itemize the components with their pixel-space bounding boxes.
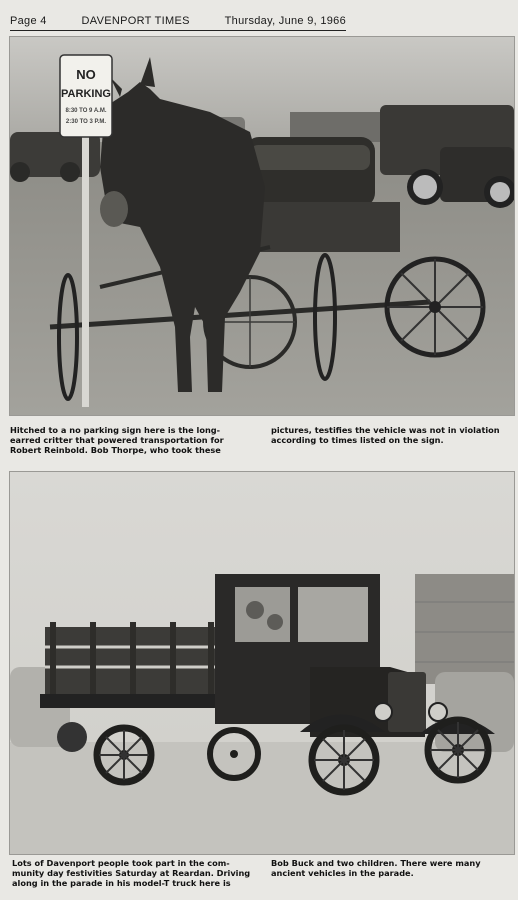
caption-1-left xyxy=(10,425,260,455)
sign-text-no: NO xyxy=(76,67,96,82)
caption-line: Lots of Davenport people took part in the com- xyxy=(12,858,230,868)
caption-line: earred critter that powered transportation for xyxy=(10,435,224,445)
caption-2-right xyxy=(271,858,517,878)
model-t-truck-photo xyxy=(9,471,515,855)
caption-line: Hitched to a no parking sign here is the long- xyxy=(10,425,221,435)
mule-buggy-photo xyxy=(9,36,515,416)
caption-line: ancient vehicles in the parade. xyxy=(271,868,414,878)
sign-text-parking: PARKING xyxy=(61,88,111,100)
caption-line: Robert Reinbold. Bob Thorpe, who took these xyxy=(10,445,221,455)
caption-line: along in the parade in his model-T truck here is xyxy=(12,878,231,888)
newspaper-name: DAVENPORT TIMES xyxy=(81,15,190,27)
caption-line: Bob Buck and two children. There were many xyxy=(271,858,481,868)
caption-line: munity day festivities Saturday at Reardan. Driving xyxy=(12,868,251,878)
caption-1-right xyxy=(271,425,517,445)
issue-date: Thursday, June 9, 1966 xyxy=(224,15,346,27)
caption-line: pictures, testifies the vehicle was not in violation xyxy=(271,425,500,435)
sign-text-time2: 2:30 TO 3 P.M. xyxy=(65,119,107,125)
caption-line: according to times listed on the sign. xyxy=(271,435,444,445)
page-header xyxy=(10,12,346,31)
sign-text-time1: 8:30 TO 9 A.M. xyxy=(65,108,107,114)
caption-2-left xyxy=(12,858,270,888)
page-number: Page 4 xyxy=(10,15,47,27)
